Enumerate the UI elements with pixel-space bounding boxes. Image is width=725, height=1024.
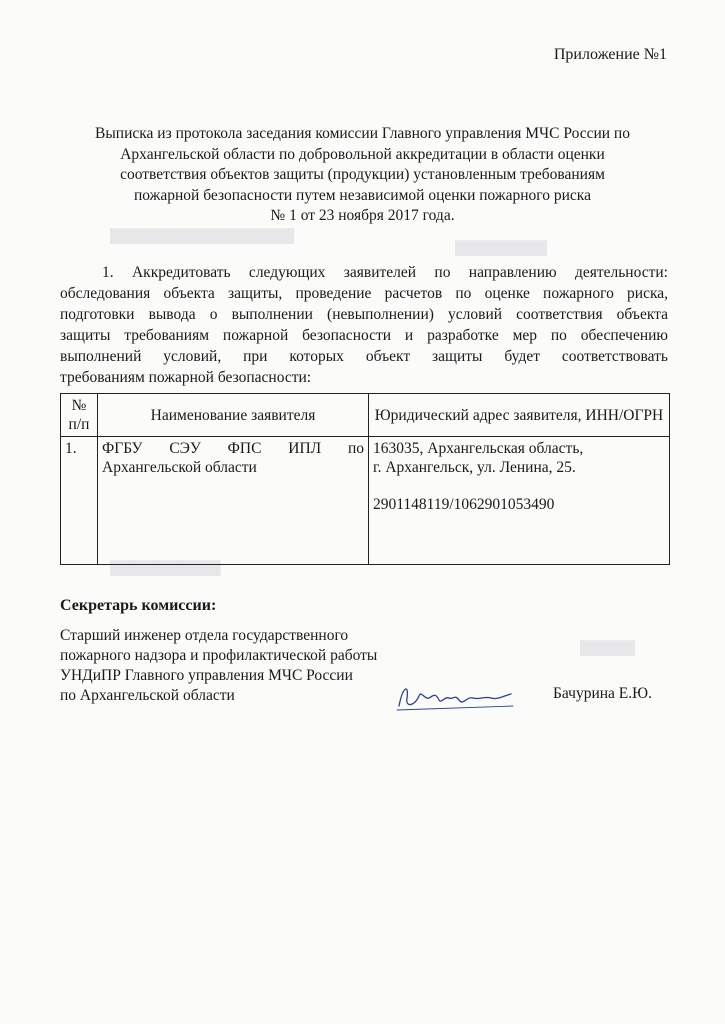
paragraph-line: защиты требованиям пожарной безопасности и разработке мер по обеспечению — [60, 327, 668, 344]
table-row — [61, 437, 670, 565]
title-line: соответствия объектов защиты (продукции) установленным требованиям — [120, 166, 605, 183]
applicants-table — [60, 393, 670, 565]
title-line: Выписка из протокола заседания комиссии Главного управления МЧС России по — [95, 125, 630, 142]
title-line: пожарной безопасности путем независимой оценки пожарного риска — [134, 186, 591, 204]
document-title — [40, 124, 685, 227]
paragraph-line: выполнений условий, при которых объект защиты будет соответствовать — [60, 348, 668, 365]
inn-ogrn: 2901148119/1062901053490 — [373, 496, 555, 513]
paragraph-line: требованиям пожарной безопасности: — [60, 369, 312, 386]
title-line: Архангельской области по добровольной аккредитации в области оценки — [120, 145, 605, 163]
bleed-through-mark: ████████████ — [110, 560, 221, 575]
paragraph-line: 1. Аккредитовать следующих заявителей по направлению деятельности: — [102, 264, 668, 281]
bleed-through-mark: ██████ — [580, 640, 636, 655]
paragraph-line: обследования объекта защиты, проведение расчетов по оценке пожарного риска, — [60, 285, 668, 302]
bleed-through-mark: ██████████ — [455, 240, 548, 255]
table-header-row — [61, 394, 670, 437]
address-line: г. Архангельск, ул. Ленина, 25. — [373, 459, 576, 476]
appendix-label: Приложение №1 — [553, 46, 667, 63]
paragraph-line: подготовки вывода о выполнении (невыполнении) условий соответствия объекта — [60, 306, 668, 323]
signer-name: Бачурина Е.Ю. — [553, 685, 652, 702]
row-address — [369, 437, 670, 565]
position-line: по Архангельской области — [60, 687, 235, 704]
header-name: Наименование заявителя — [98, 394, 369, 437]
decision-paragraph — [60, 262, 668, 388]
signer-position — [60, 626, 440, 706]
name-line: ФГБУ СЭУ ФПС ИПЛ по — [102, 440, 364, 457]
header-address: Юридический адрес заявителя, ИНН/ОГРН — [369, 394, 670, 437]
address-line: 163035, Архангельская область, — [373, 440, 584, 457]
position-line: УНДиПР Главного управления МЧС России — [60, 667, 353, 684]
title-line: № 1 от 23 ноября 2017 года. — [270, 207, 455, 224]
name-line: Архангельской области — [102, 459, 257, 476]
header-num: № п/п — [61, 394, 98, 437]
row-name — [98, 437, 369, 565]
bleed-through-mark: ████████████████████ — [110, 228, 295, 243]
position-line: пожарного надзора и профилактической работы — [60, 647, 378, 664]
handwritten-signature — [395, 676, 515, 716]
secretary-heading: Секретарь комиссии: — [60, 597, 217, 614]
position-line: Старший инженер отдела государственного — [60, 627, 349, 644]
row-num: 1. — [61, 437, 98, 565]
